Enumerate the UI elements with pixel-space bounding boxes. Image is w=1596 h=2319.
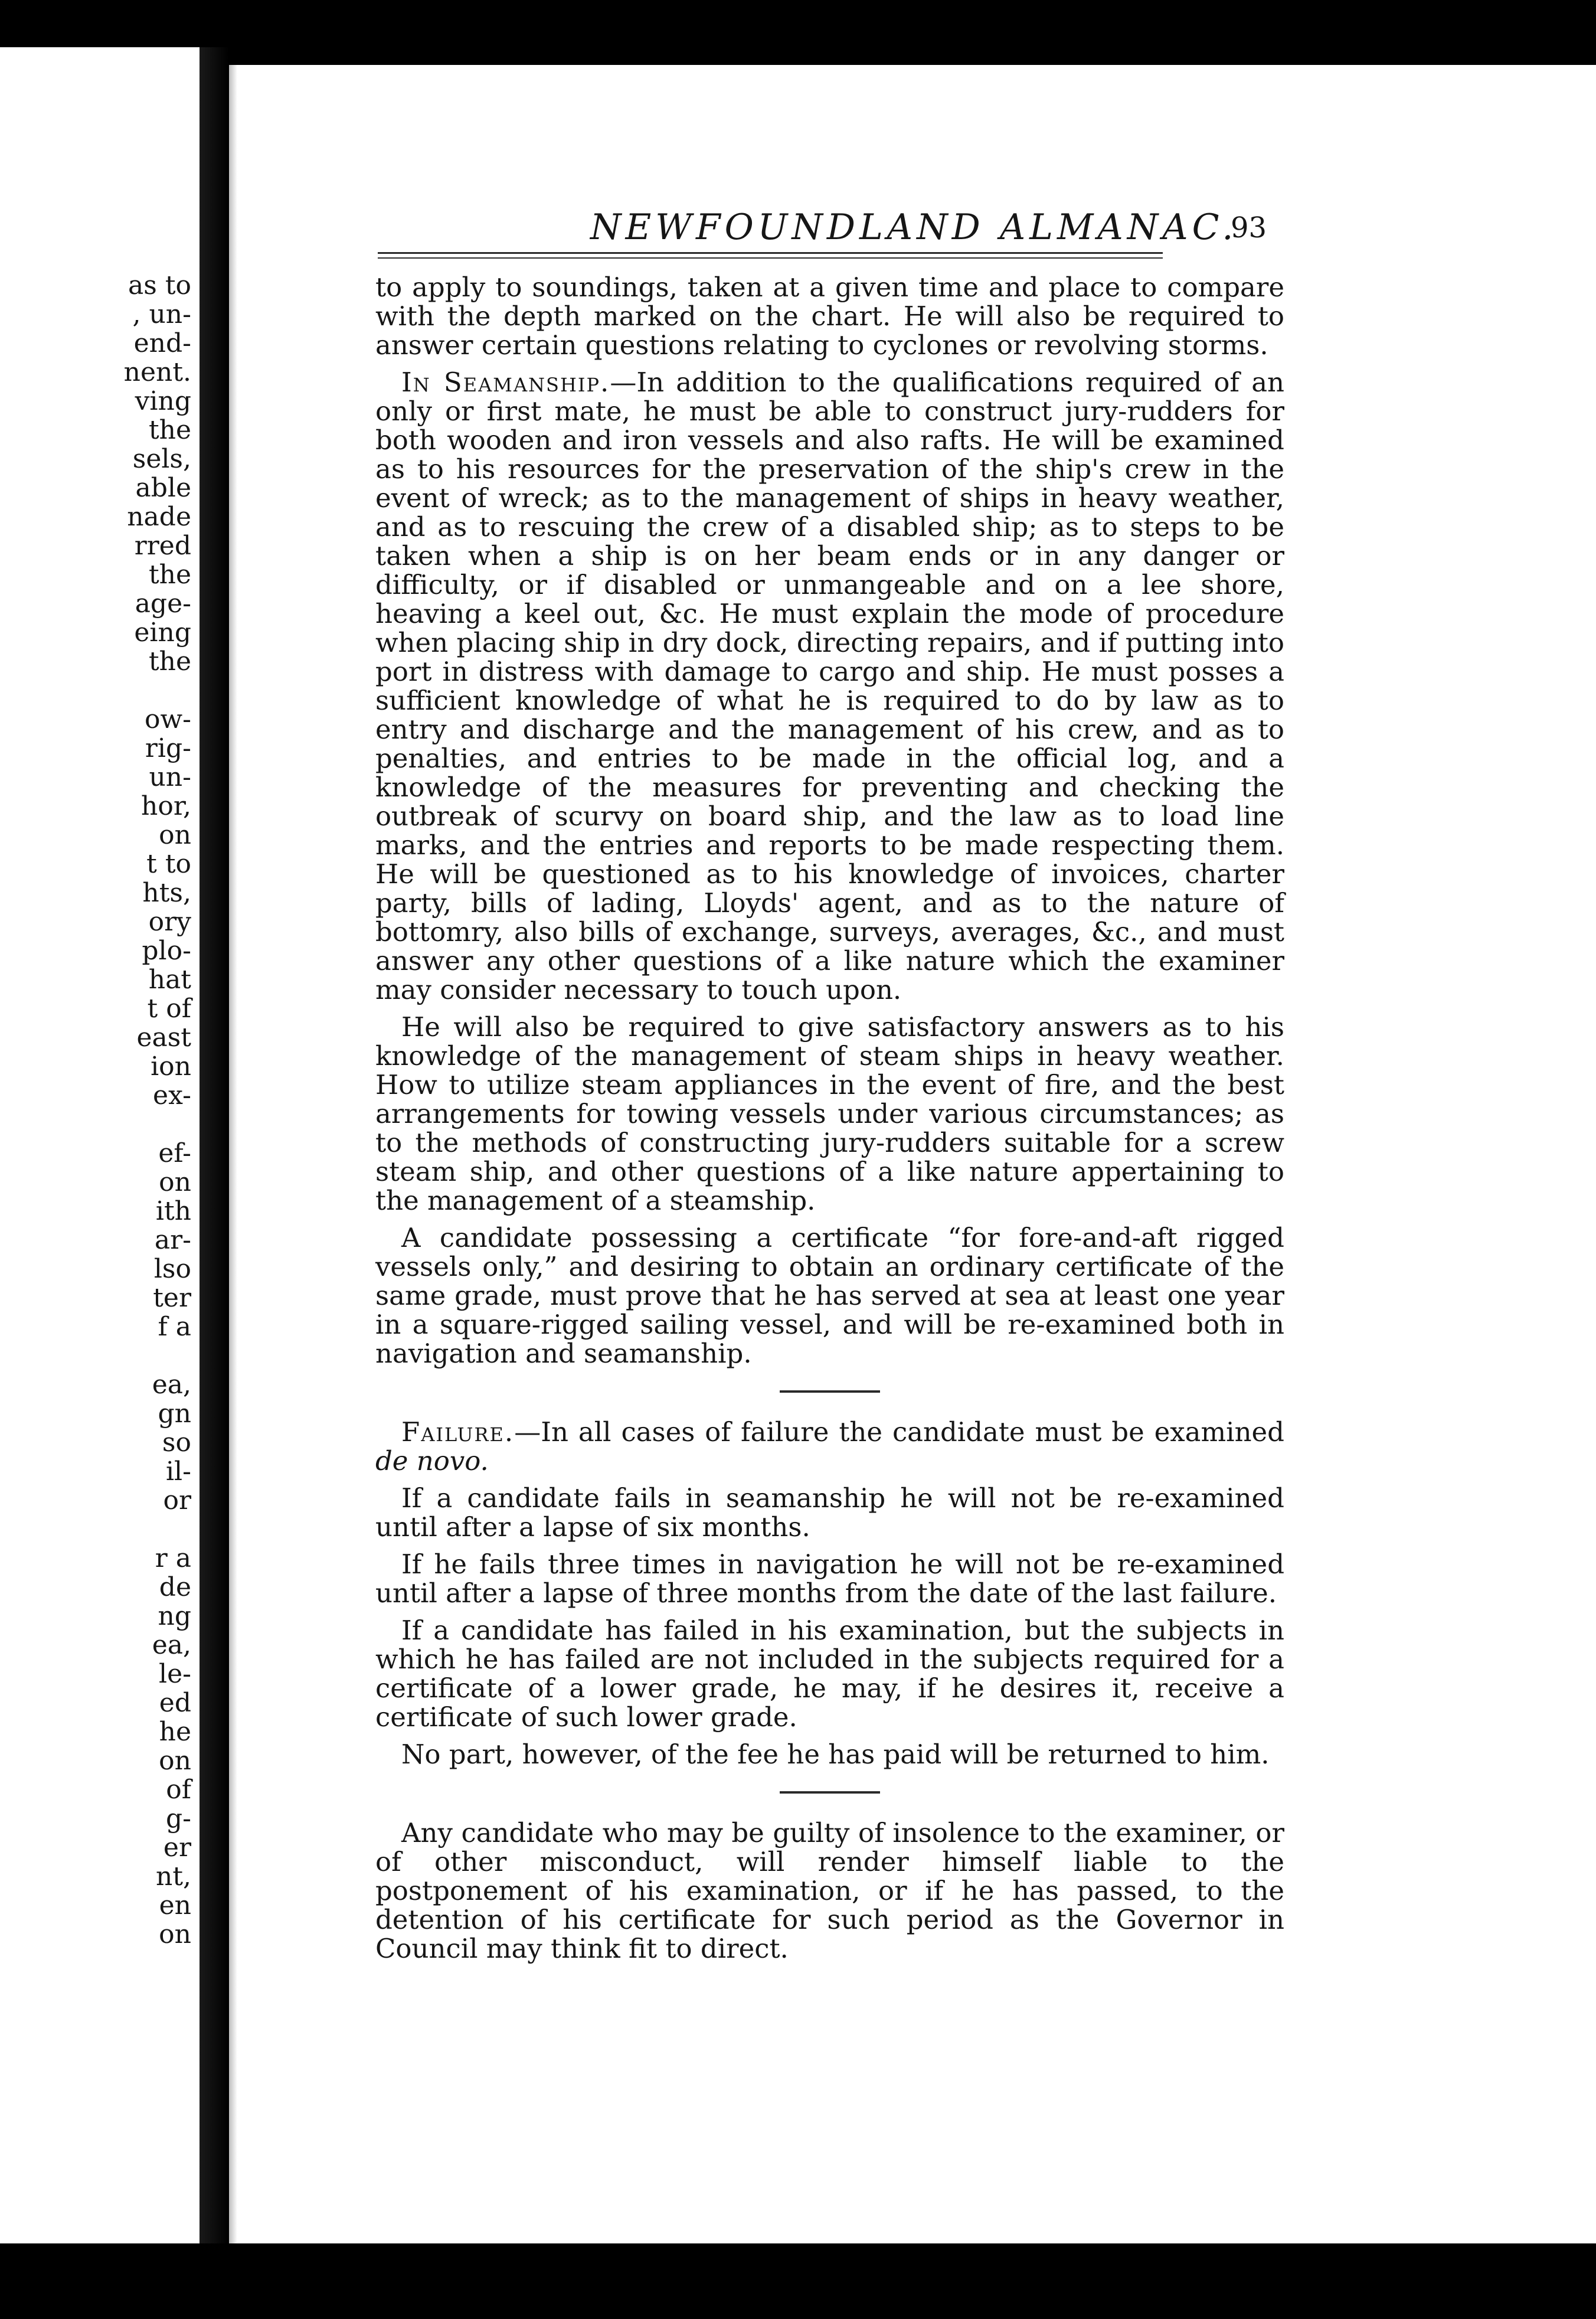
facing-page-fragment (0, 47, 200, 2243)
facing-page-text-fragment: rred (134, 531, 191, 561)
facing-page-text-fragment: rig- (145, 733, 191, 763)
facing-page-text-fragment: ex- (153, 1080, 191, 1110)
facing-page-text-fragment: ng (158, 1601, 191, 1631)
paragraph-failure (375, 1417, 1284, 1475)
page-edge (229, 65, 237, 2243)
facing-page-text-fragment: ed (159, 1688, 191, 1718)
facing-page-text-fragment: so (162, 1428, 191, 1458)
facing-page-text-fragment: age- (135, 589, 191, 619)
facing-page-text-fragment: un- (149, 762, 191, 792)
facing-page-text-fragment: il- (165, 1456, 191, 1487)
facing-page-text-fragment: hor, (140, 791, 191, 821)
facing-page-text-fragment: he (159, 1717, 191, 1747)
facing-page-text-fragment: end- (133, 328, 191, 358)
facing-page-text-fragment: hat (148, 965, 191, 995)
paragraph: He will also be required to give satisfactory answers as to his knowledge of the management of steam ships in heavy weather. How to utilize steam appliances in the event of fire, and the best arrangements for towing vessels under various circumstances; as to the methods of constructing jury-rudders suitable for a screw steam ship, and other questions of a like nature appertaining to the management of a steamship. (375, 1011, 1284, 1216)
facing-page-text-fragment: ea, (152, 1630, 191, 1660)
paragraph: A candidate possessing a certificate “for fore-and-aft rigged vessels only,” and desiring to obtain an ordinary certificate of the same grade, must prove that he has served at sea at least one year in a square-rigged sailing vessel, and will be re-examined both in navigation and seamanship. (375, 1222, 1284, 1369)
latin-phrase: de novo. (375, 1445, 489, 1477)
paragraph: to apply to soundings, taken at a given time and place to compare with the depth marked on the chart. He will also be required to answer certain questions relating to cyclones or revolving storms. (375, 272, 1284, 361)
header-rule (378, 252, 1163, 254)
facing-page-text-fragment: nent. (123, 357, 191, 387)
facing-page-text-fragment: able (135, 473, 191, 503)
paragraph-text: —In all cases of failure the candidate must be examined (514, 1416, 1284, 1448)
facing-page-text-fragment: on (159, 1746, 191, 1776)
facing-page-text-fragment: g- (165, 1804, 191, 1834)
section-divider (780, 1791, 880, 1794)
facing-page-text-fragment: ory (148, 907, 191, 937)
facing-page-text-fragment: de (159, 1572, 191, 1602)
header-rule (378, 257, 1163, 259)
paragraph: If a candidate fails in seamanship he will not be re-examined until after a lapse of six months. (375, 1482, 1284, 1543)
facing-page-text-fragment: ion (151, 1051, 191, 1082)
facing-page-text-fragment: or (163, 1485, 191, 1515)
facing-page-text-fragment: nt, (155, 1861, 191, 1892)
facing-page-text-fragment: the (148, 560, 191, 590)
paragraph: If he fails three times in navigation he will not be re-examined until after a lapse of three months from the date of the last failure. (375, 1549, 1284, 1609)
facing-page-text-fragment: the (148, 415, 191, 445)
facing-page-text-fragment: er (163, 1833, 191, 1863)
paragraph: No part, however, of the fee he has paid will be returned to him. (401, 1739, 1270, 1770)
facing-page-text-fragment: f a (158, 1312, 191, 1342)
section-heading: Failure. (401, 1416, 515, 1448)
facing-page-text-fragment: on (159, 1167, 191, 1197)
facing-page-text-fragment: gn (158, 1399, 191, 1429)
facing-page-text-fragment: nade (127, 502, 191, 532)
section-divider (780, 1390, 880, 1393)
paragraph: If a candidate has failed in his examination, but the subjects in which he has failed are not included in the subjects required for a certificate of a lower grade, he may, if he desires it, receive a certificate of such lower grade. (375, 1615, 1284, 1733)
facing-page-text-fragment: t to (146, 849, 191, 879)
facing-page-text-fragment: ving (135, 386, 191, 416)
running-head (378, 201, 1299, 254)
facing-page-text-fragment: ef- (158, 1138, 191, 1168)
book-gutter (200, 47, 229, 2243)
facing-page-text-fragment: ea, (152, 1370, 191, 1400)
facing-page-text-fragment: plo- (142, 936, 191, 966)
facing-page-text-fragment: , un- (132, 299, 191, 329)
paragraph: Any candidate who may be guilty of insolence to the examiner, or of other misconduct, will render himself liable to the postponement of his examination, or if he has passed, to the detention of his certificate for such period as the Governor in Council may think fit to direct. (375, 1817, 1284, 1964)
facing-page-text-fragment: east (136, 1023, 191, 1053)
facing-page-text-fragment: ow- (144, 704, 191, 734)
facing-page-text-fragment: ter (153, 1283, 191, 1313)
page-number: 93 (1231, 211, 1267, 244)
facing-page-text-fragment: lso (153, 1254, 191, 1284)
facing-page-text-fragment: le- (159, 1659, 191, 1689)
facing-page-text-fragment: r a (155, 1543, 191, 1573)
facing-page-text-fragment: hts, (142, 878, 191, 908)
paragraph-seamanship (375, 368, 1284, 1004)
body-text (375, 273, 1284, 1971)
facing-page-text-fragment: the (148, 646, 191, 677)
facing-page-text-fragment: as to (128, 270, 191, 301)
facing-page-text-fragment: eing (134, 618, 191, 648)
facing-page-text-fragment: t of (147, 994, 191, 1024)
facing-page-text-fragment: ar- (154, 1225, 191, 1255)
facing-page-text-fragment: of (166, 1775, 191, 1805)
paragraph-text: —In addition to the qualifications required of an only or first mate, he must be able to construct jury-rudders for both wooden and iron vessels and also rafts. He will be examined as to his resources for the preservation of the ship's crew in the event of wreck; as to the management of ships in heavy weather, and as to rescuing the crew of a disabled ship; as to steps to be taken when a ship is on her beam ends or in any danger or difficulty, or if disabled or unmangeable and on a lee shore, heaving a keel out, &c. He must explain the mode of procedure when placing ship in dry dock, directing repairs, and if putting into port in distress with damage to cargo and ship. He must posses a sufficient knowledge of what he is required to do by law as to entry and discharge and the management of his crew, and as to penalties, and entries to be made in the official log, and a knowledge of the measures for preventing and checking the outbreak of scurvy on board ship, and the law as to load line marks, and the entries and reports to be made respecting them. He will be questioned as to his knowledge of invoices, charter party, bills of lading, Lloyds' agent, and as to the nature of bottomry, also bills of exchange, surveys, averages, &c., and must answer any other questions of a like nature which the examiner may consider necessary to touch upon. (375, 367, 1284, 1005)
running-title: NEWFOUNDLAND ALMANAC. (590, 207, 1238, 248)
facing-page-text-fragment: on (159, 820, 191, 850)
facing-page-text-fragment: sels, (132, 444, 191, 474)
facing-page-text-fragment: on (159, 1919, 191, 1949)
facing-page-text-fragment: en (159, 1890, 191, 1920)
facing-page-text-fragment: ith (155, 1196, 191, 1226)
section-heading: In Seamanship. (401, 367, 610, 398)
